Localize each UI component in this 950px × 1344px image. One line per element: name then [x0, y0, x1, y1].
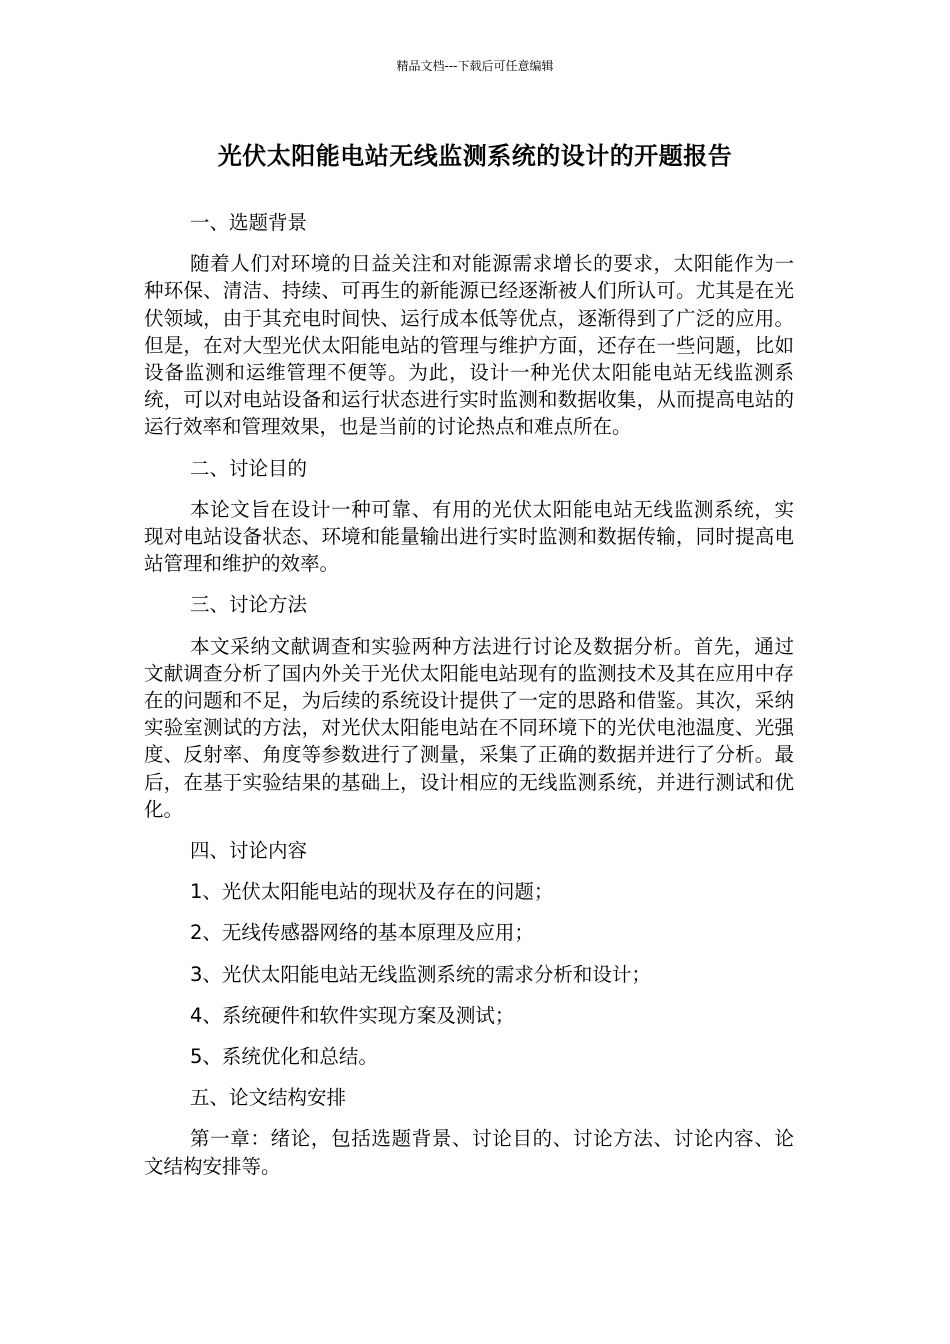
list-item: 3、光伏太阳能电站无线监测系统的需求分析和设计；	[190, 962, 651, 986]
section-heading-purpose: 二、讨论目的	[190, 456, 308, 480]
list-item: 2、无线传感器网络的基本原理及应用；	[190, 921, 534, 945]
section-paragraph-purpose: 本论文旨在设计一种可靠、有用的光伏太阳能电站无线监测系统，实现对电站设备状态、环境和能量输出进行实时监测和数据传输，同时提高电站管理和维护的效率。	[144, 497, 794, 576]
section-heading-method: 三、讨论方法	[190, 593, 308, 617]
page-header-note: 精品文档---下载后可任意编辑	[396, 59, 554, 73]
list-item: 5、系统优化和总结。	[190, 1045, 378, 1069]
section-paragraph-structure: 第一章：绪论，包括选题背景、讨论目的、讨论方法、讨论内容、论文结构安排等。	[144, 1127, 794, 1178]
document-title: 光伏太阳能电站无线监测系统的设计的开题报告	[217, 142, 733, 170]
section-heading-content: 四、讨论内容	[190, 839, 308, 863]
section-paragraph-method: 本文采纳文献调查和实验两种方法进行讨论及数据分析。首先，通过文献调查分析了国内外关于光伏太阳能电站现有的监测技术及其在应用中存在的问题和不足，为后续的系统设计提供了一定的思路和借鉴。其次，采纳实验室测试的方法，对光伏太阳能电站在不同环境下的光伏电池温度、光强度、反射率、角度等参数进行了测量，采集了正确的数据并进行了分析。最后，在基于实验结果的基础上，设计相应的无线监测系统，并进行测试和优化。	[144, 634, 794, 821]
section-heading-background: 一、选题背景	[190, 211, 308, 234]
document-body	[144, 209, 794, 1180]
list-item: 4、系统硬件和软件实现方案及测试；	[190, 1003, 515, 1027]
section-paragraph-background: 随着人们对环境的日益关注和对能源需求增长的要求，太阳能作为一种环保、清洁、持续、可再生的新能源已经逐渐被人们所认可。尤其是在光伏领域，由于其充电时间快、运行成本低等优点，逐渐得到了广泛的应用。但是，在对大型光伏太阳能电站的管理与维护方面，还存在一些问题，比如设备监测和运维管理不便等。为此，设计一种光伏太阳能电站无线监测系统，可以对电站设备和运行状态进行实时监测和数据收集，从而提高电站的运行效率和管理效果，也是当前的讨论热点和难点所在。	[144, 252, 794, 439]
list-item: 1、光伏太阳能电站的现状及存在的问题；	[190, 880, 554, 904]
section-heading-structure: 五、论文结构安排	[190, 1086, 347, 1110]
